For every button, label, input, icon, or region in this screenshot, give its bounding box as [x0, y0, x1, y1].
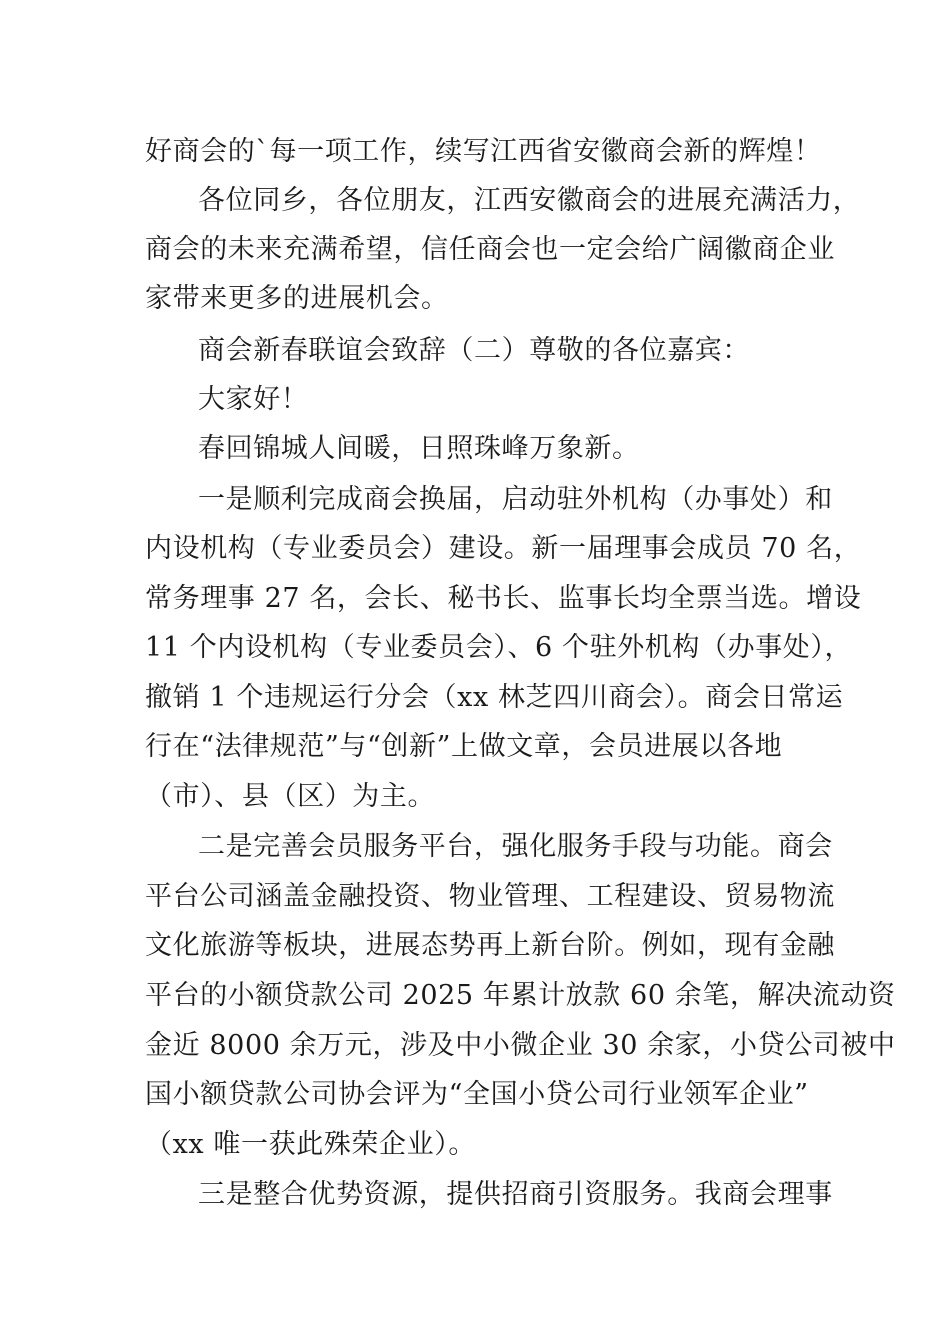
- text-line: 行在“法律规范”与“创新”上做文章，会员进展以各地: [145, 731, 783, 762]
- text-line: （xx 唯一获此殊荣企业）。: [145, 1129, 476, 1160]
- text-line: 好商会的`每一项工作，续写江西省安徽商会新的辉煌！: [145, 136, 822, 167]
- section-heading: 商会新春联谊会致辞（二）尊敬的各位嘉宾：: [198, 335, 750, 366]
- text-line: 平台的小额贷款公司 2025 年累计放款 60 余笔，解决流动资: [145, 980, 896, 1011]
- text-line: （市）、县（区）为主。: [145, 781, 436, 812]
- text-line: 商会的未来充满希望，信任商会也一定会给广阔徽商企业: [145, 234, 835, 265]
- paragraph-start: 各位同乡，各位朋友，江西安徽商会的进展充满活力，: [198, 185, 861, 216]
- paragraph-start: 三是整合优势资源，提供招商引资服务。我商会理事: [198, 1179, 833, 1210]
- text-line: 国小额贷款公司协会评为“全国小贷公司行业领军企业”: [145, 1079, 809, 1110]
- text-line: 内设机构（专业委员会）建设。新一届理事会成员 70 名，: [145, 533, 862, 564]
- greeting: 大家好！: [198, 384, 309, 415]
- text-line: 常务理事 27 名，会长、秘书长、监事长均全票当选。增设: [145, 583, 862, 614]
- text-line: 撤销 1 个违规运行分会（xx 林芝四川商会）。商会日常运: [145, 682, 844, 713]
- text-line: 家带来更多的进展机会。: [145, 283, 449, 314]
- paragraph-start: 二是完善会员服务平台，强化服务手段与功能。商会: [198, 831, 833, 862]
- text-line: 金近 8000 余万元，涉及中小微企业 30 余家，小贷公司被中: [145, 1030, 896, 1061]
- paragraph-start: 一是顺利完成商会换届，启动驻外机构（办事处）和: [198, 484, 833, 515]
- text-line: 11 个内设机构（专业委员会）、6 个驻外机构（办事处），: [145, 632, 853, 663]
- text-line: 文化旅游等板块，进展态势再上新台阶。例如，现有金融: [145, 930, 835, 961]
- paragraph-start: 春回锦城人间暖，日照珠峰万象新。: [198, 433, 640, 464]
- text-line: 平台公司涵盖金融投资、物业管理、工程建设、贸易物流: [145, 881, 835, 912]
